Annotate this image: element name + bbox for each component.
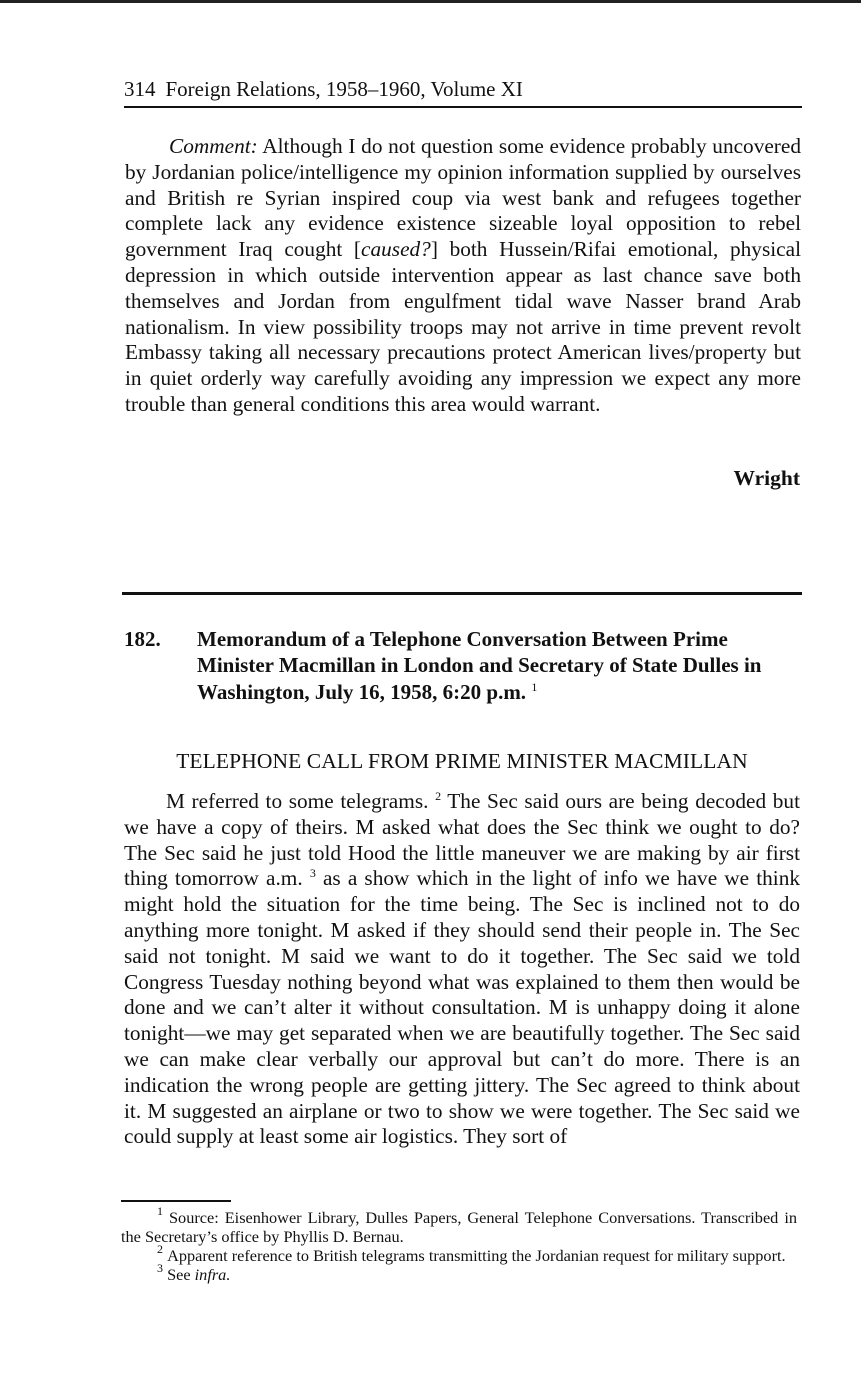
comment-bracket-italic: caused? — [361, 237, 431, 262]
footnote-2-text: Apparent reference to British telegrams transmitting the Jordanian request for military support. — [167, 1246, 786, 1265]
comment-label: Comment: — [169, 134, 258, 158]
memo-text-1: M referred to some telegrams. — [166, 789, 429, 813]
footnote-2-mark: 2 — [157, 1242, 163, 1256]
running-head-title: Foreign Relations, 1958–1960, Volume XI — [165, 77, 523, 101]
running-head — [124, 74, 802, 108]
footnote-1-mark: 1 — [157, 1204, 163, 1218]
footnote-1 — [121, 1204, 797, 1246]
comment-paragraph — [125, 134, 801, 418]
memo-paragraph — [124, 789, 800, 1150]
footnote-rule — [121, 1200, 231, 1202]
footnote-1-text: Source: Eisenhower Library, Dulles Papers, General Telephone Conversations. Transcribed in the Secretary’s office by Phyllis D. Bernau. — [121, 1208, 797, 1246]
page-number: 314 — [124, 77, 156, 101]
document-title-text: Memorandum of a Telephone Conversation Between Prime Minister Macmillan in London and Secretary of State Dulles in Washington, July 16, 1958, 6:20 p.m. — [197, 627, 762, 704]
document-separator-rule — [122, 592, 802, 595]
document-title — [197, 626, 801, 705]
footnote-3-italic: infra. — [194, 1265, 231, 1284]
footnotes — [121, 1204, 797, 1284]
footnote-2 — [121, 1242, 797, 1265]
footnote-3-mark: 3 — [157, 1261, 163, 1275]
title-footnote-ref: 1 — [531, 679, 538, 694]
footnote-3-text: See — [167, 1265, 195, 1284]
scan-top-edge — [0, 0, 861, 3]
footnote-3 — [121, 1261, 797, 1284]
document-number: 182. — [124, 627, 161, 651]
signature: Wright — [733, 466, 800, 490]
footnote-ref-3: 3 — [309, 866, 316, 881]
footnote-ref-2: 2 — [435, 789, 442, 803]
comment-text-1: Although I do not question some evidence probably uncovered by Jordanian police/intelligence my opinion information supplied by ourselves and British re Syrian inspired coup via west bank and refugees together complete lack any evidence existence sizeable loyal opposition to rebel government Iraq cought [ — [125, 134, 801, 262]
memo-text-3: as a show which in the light of info we have we think might hold the situation for the time being. The Sec is inclined not to do anything more tonight. M asked if they should send their people in. The Sec said not tonight. M said we want to do it together. The Sec said we told Congress Tuesday nothing beyond what was explained to them then would be done and we can’t alter it without consultation. M is unhappy doing it alone tonight—we may get separated when we are beautifully together. The Sec said we can make clear verbally our approval but can’t do more. There is an indication the wrong people are getting jittery. The Sec agreed to think about it. M suggested an airplane or two to show we were together. The Sec said we could supply at least some air logistics. They sort of — [124, 866, 801, 1149]
comment-text-2: ] both Hussein/Rifai emotional, physical depression in which outside intervention appear as last chance save both themselves and Jordan from engulfment tidal wave Nasser brand Arab nationalism. In view possibility troops may not arrive in time prevent revolt Embassy taking all necessary precautions protect American lives/property but in quiet orderly way carefully avoiding any impression we expect any more trouble than general conditions this area would warrant. — [125, 237, 801, 416]
document-subheading: TELEPHONE CALL FROM PRIME MINISTER MACMILLAN — [176, 749, 748, 773]
memo-text-2: The Sec said ours are being decoded but we have a copy of theirs. M asked what does the Sec think we ought to do? The Sec said he just told Hood the little maneuver we are making by air first thing tomorrow a.m. — [124, 789, 800, 891]
